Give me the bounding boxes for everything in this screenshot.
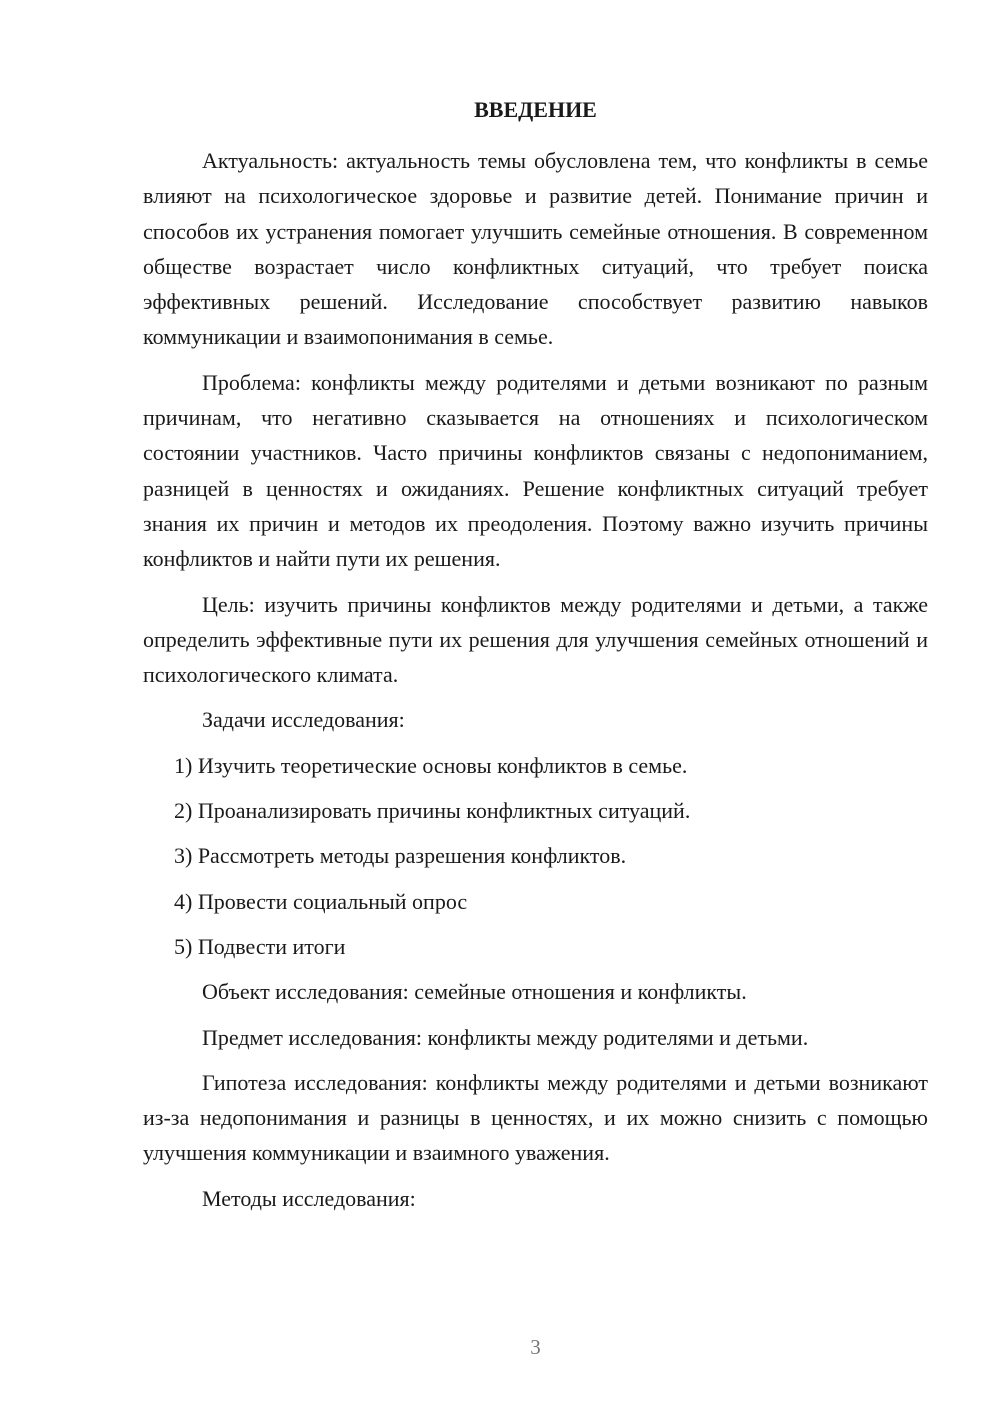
task-item-4: 4) Провести социальный опрос (174, 888, 468, 914)
page-number: 3 (530, 1335, 541, 1359)
task-item-1: 1) Изучить теоретические основы конфликтов в семье. (174, 752, 688, 778)
page-title: ВВЕДЕНИЕ (474, 97, 597, 122)
methods-title: Методы исследования: (202, 1185, 416, 1211)
document-page (143, 0, 928, 1414)
relevance-paragraph: Актуальность: актуальность темы обусловлена тем, что конфликты в семье влияют на психологическое здоровье и развитие детей. Понимание причин и способов их устранения помогает улучшить семейные отношения. В современном обществе возрастает число конфликтных ситуаций, что требует поиска эффективных решений. Исследование способствует развитию навыков коммуникации и взаимопонимания в семье. (143, 148, 928, 350)
subject-paragraph: Предмет исследования: конфликты между родителями и детьми. (202, 1024, 809, 1050)
object-paragraph: Объект исследования: семейные отношения и конфликты. (202, 979, 747, 1005)
task-item-2: 2) Проанализировать причины конфликтных ситуаций. (174, 798, 691, 824)
task-item-3: 3) Рассмотреть методы разрешения конфликтов. (174, 843, 627, 869)
document-body (143, 143, 928, 1226)
goal-paragraph: Цель: изучить причины конфликтов между родителями и детьми, а также определить эффективные пути их решения для улучшения семейных отношений и психологического климата. (143, 591, 928, 688)
task-item-5: 5) Подвести итоги (174, 933, 346, 959)
hypothesis-paragraph: Гипотеза исследования: конфликты между родителями и детьми возникают из-за недопонимания и разницы в ценностях, и их можно снизить с помощью улучшения коммуникации и взаимного уважения. (143, 1069, 928, 1166)
tasks-title: Задачи исследования: (202, 707, 405, 733)
problem-paragraph: Проблема: конфликты между родителями и детьми возникают по разным причинам, что негативно сказывается на отношениях и психологическом состоянии участников. Часто причины конфликтов связаны с недопониманием, разницей в ценностях и ожиданиях. Решение конфликтных ситуаций требует знания их причин и методов их преодоления. Поэтому важно изучить причины конфликтов и найти пути их решения. (143, 369, 928, 572)
